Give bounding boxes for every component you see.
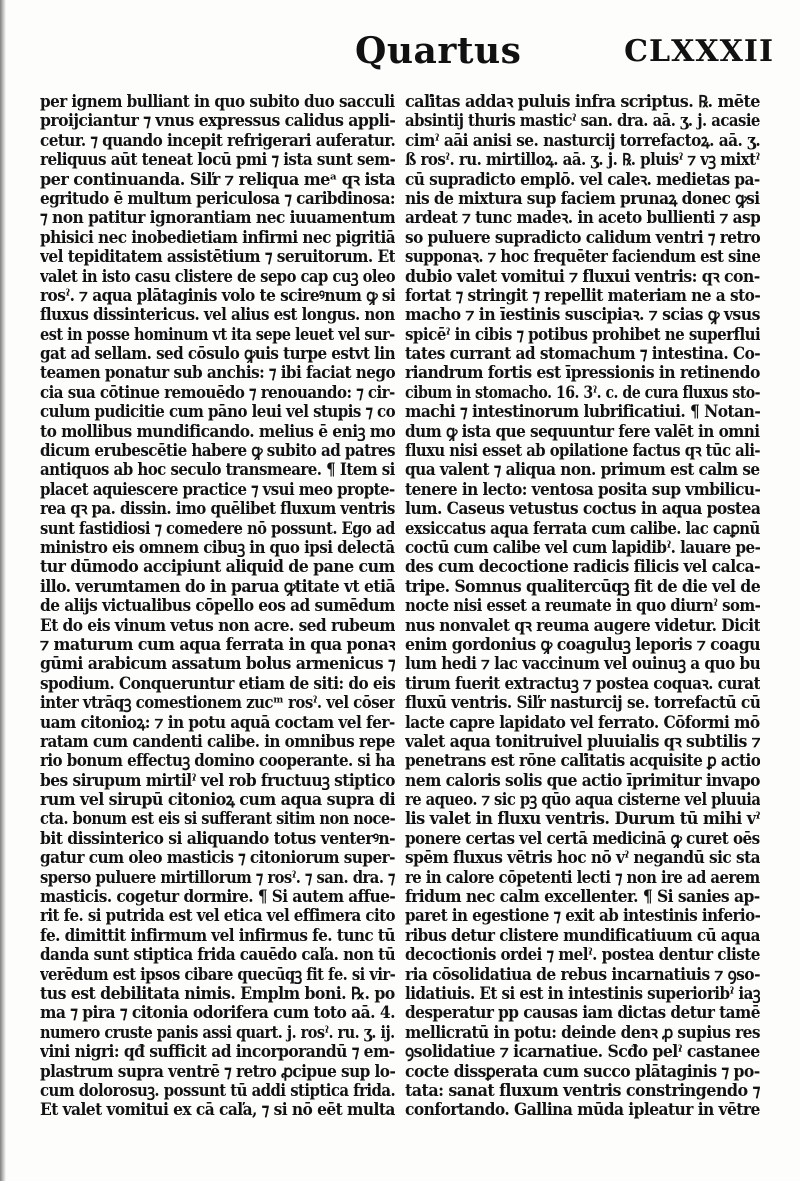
text-line: sperso puluere mirtillorum ⁊ rosˀ. ⁊ san. dra. ⁊ [40, 867, 395, 887]
text-line: ponere certas vel certā medicinā ꝙ curet oēs [405, 828, 760, 848]
text-line: riandrum fortis est īpressionis in retinendo [405, 363, 760, 383]
text-line: ardeat ⁊ tunc madeꝛ. in aceto bullienti ⁊ asp [405, 208, 760, 228]
page-header [0, 20, 800, 80]
text-line: penetrans est rōne caľitatis acquisite ꝑ actio [405, 751, 760, 771]
text-line: rea qꝛ pa. dissin. imo quēlibet fluxum ventris [40, 499, 395, 519]
text-line: absintij thuris masticˀ san. dra. aā. ʒ. j. acasie [405, 111, 760, 131]
text-line: antiquos ab hoc seculo transmeare. ¶ Item si [40, 460, 395, 480]
text-line: ratam cum candenti calibe. in omnibus repe [40, 731, 395, 751]
text-line: de alijs victualibus cōpello eos ad sumēdum [40, 596, 395, 616]
text-line: ꝯsolidatiue ⁊ icarnatiue. Scđo pelˀ castanee [405, 1042, 760, 1062]
text-line: teamen ponatur sub anchis: ⁊ ibi faciat nego [40, 363, 395, 383]
text-line: bes sirupum mirtilˀ vel rob fructuuꝫ stiptico [40, 770, 395, 790]
text-line: Et valet vomitui ex cā caľa, ⁊ si nō eēt multa [40, 1100, 395, 1120]
text-line: proijciantur ⁊ vnus expressus calidus appli- [40, 111, 395, 131]
text-line: vel tepiditatem assistētium ⁊ seruitorum. Et [40, 247, 395, 267]
text-line: tirum fuerit extractuꝫ ⁊ postea coquaꝛ. curat [405, 673, 760, 693]
text-line: fluxu nisi esset ab opilatione factus qꝛ tūc ali- [405, 441, 760, 461]
text-line: machi ⁊ intestinorum lubrificatiui. ¶ Notan- [405, 402, 760, 422]
text-line: verēdum est ipsos cibare quecūqꝫ fit fe. si vir- [40, 964, 395, 984]
text-line: confortando. Gallina mūda ipleatur in vētre [405, 1100, 760, 1120]
text-line: nocte nisi esset a reumate in quo diurnˀ som- [405, 596, 760, 616]
text-line: gūmi arabicum assatum bolus armenicus ⁊ [40, 654, 395, 674]
text-line: fridum nec calm excellenter. ¶ Si sanies ap- [405, 887, 760, 907]
folio-number: CLXXXII [624, 34, 774, 69]
text-line: rio bonum effectuꝫ domino cooperante. si ha [40, 751, 395, 771]
text-line: valet aqua tonitruivel pluuialis qꝛ subtilis ⁊ [405, 731, 760, 751]
text-line: spodium. Conqueruntur etiam de siti: do eis [40, 673, 395, 693]
text-line: masticis. cogetur dormire. ¶ Si autem affue- [40, 887, 395, 907]
text-line: uam citonioꝝ: ⁊ in potu aquā coctam vel fer- [40, 712, 395, 732]
text-line: cū supradicto emplō. vel caleꝛ. medietas pa- [405, 169, 760, 189]
text-line: tus est debilitata nimis. Emplm boni. ℞. po [40, 983, 395, 1003]
text-line: rum vel sirupū citonioꝝ cum aqua supra di [40, 790, 395, 810]
text-line: lis valet in fluxu ventris. Durum tū mihi vˀ [405, 809, 760, 829]
text-line: lum. Caseus vetustus coctus in aqua postea [405, 499, 760, 519]
text-line: per continuanda. Siľr ⁊ reliqua meᵃ qꝛ ista [40, 169, 395, 189]
text-line: so puluere supradicto calidum ventri ⁊ retro [405, 227, 760, 247]
text-line: dubio valet vomitui ⁊ fluxui ventris: qꝛ con- [405, 266, 760, 286]
text-line: fortat ⁊ stringit ⁊ repellit materiam ne a sto- [405, 285, 760, 305]
text-line: enim gordonius ꝙ coaguluꝫ leporis ⁊ coagu [405, 634, 760, 654]
text-line: vini nigri: qđ sufficit ad incorporandū ⁊ em- [40, 1042, 395, 1062]
text-line: nis de mixtura sup faciem prunaꝝ donec ꝙsi [405, 188, 760, 208]
text-line: ria cōsolidatiua de rebus incarnatiuis ⁊ ꝯso- [405, 964, 760, 984]
text-line: bit dissinterico si aliquando totus venterꝰn- [40, 828, 395, 848]
text-line: ministro eis omnem cibuꝫ in quo ipsi delectā [40, 537, 395, 557]
text-line: des cum decoctione radicis filicis vel calca- [405, 557, 760, 577]
text-line: rosˀ. ⁊ aqua plātaginis volo te scireꝰnum ꝙ si [40, 285, 395, 305]
text-line: lum hedi ⁊ lac vaccinum vel ouinuꝫ a quo bu [405, 654, 760, 674]
text-line: cia sua cōtinue remouēdo ⁊ renouando: ⁊ cir- [40, 382, 395, 402]
text-line: illo. verumtamen do in parua ꝙtitate vt etiā [40, 576, 395, 596]
text-line: plastrum supra ventrē ⁊ retro ꝓcipue sup lo- [40, 1061, 395, 1081]
text-line: est in posse hominum vt ita sepe leuet vel sur- [40, 324, 395, 344]
text-line: nus nonvalet qꝛ reuma augere videtur. Dicit [405, 615, 760, 635]
text-line: placet aquiescere practice ⁊ vsui meo propte- [40, 479, 395, 499]
text-line: supponaꝛ. ⁊ hoc frequēter faciendum est sine [405, 247, 760, 267]
text-line: fluxū ventris. Siľr nasturcij se. torrefactū cū [405, 693, 760, 713]
text-line: lidatiuis. Et si est in intestinis superioribˀ iaꝫ [405, 983, 760, 1003]
text-line: culum pudicitie cum pāno leui vel stupis ⁊ co [40, 402, 395, 422]
text-line: ß rosˀ. ru. mirtilloꝝ. aā. ʒ. j. ℞. pluisˀ ⁊ vꝫ mixtˀ [405, 150, 760, 170]
text-line: tata: sanat fluxum ventris constringendo ⁊ [405, 1080, 760, 1100]
text-line: qua valent ⁊ aliqua non. primum est calm se [405, 460, 760, 480]
right-text-column [405, 92, 760, 1120]
text-line: exsiccatus aqua ferrata cum calibe. lac caꝑnū [405, 518, 760, 538]
text-line: lacte capre lapidato vel ferrato. Cōformi mō [405, 712, 760, 732]
text-line: fluxus dissintericus. vel alius est longus. non [40, 305, 395, 325]
text-line: sunt fastidiosi ⁊ comedere nō possunt. Ego ad [40, 518, 395, 538]
text-line: danda sunt stiptica frida cauēdo caľa. non tū [40, 945, 395, 965]
text-line: decoctionis ordei ⁊ melˀ. postea dentur cliste [405, 945, 760, 965]
left-text-column [40, 92, 395, 1120]
text-line: ⁊ non patitur ignorantiam nec iuuamentum [40, 208, 395, 228]
text-line: gat ad sellam. sed cōsulo ꝙuis turpe estvt lin [40, 344, 395, 364]
text-line: spēm fluxus vētris hoc nō vˀ negandū sic sta [405, 848, 760, 868]
text-line: rit fe. si putrida est vel etica vel effimera cito [40, 906, 395, 926]
text-line: fe. dimittit infirmum vel infirmus fe. tunc tū [40, 925, 395, 945]
text-line: ⁊ maturum cum aqua ferrata in qua ponaꝛ [40, 634, 395, 654]
text-line: dum ꝙ ista que sequuntur fere valēt in omni [405, 421, 760, 441]
text-line: inter vtrāqꝫ comestionem zucᵐ rosˀ. vel cōser [40, 693, 395, 713]
text-line: tenere in lecto: ventosa posita sup vmbilicu- [405, 479, 760, 499]
text-line: spicēˀ in cibis ⁊ potibus prohibet ne superflui [405, 324, 760, 344]
text-line: per ignem bulliant in quo subito duo sacculi [40, 92, 395, 111]
text-line: caľitas addaꝛ puluis infra scriptus. ℞. mēte [405, 92, 760, 111]
text-line: reliquus aūt teneat locū pmi ⁊ ista sunt sem- [40, 150, 395, 170]
text-line: phisici nec inobedietiam infirmi nec pigritiā [40, 227, 395, 247]
text-line: cetur. ⁊ quando incepit refrigerari auferatur. [40, 130, 395, 150]
text-line: numero cruste panis assi quart. j. rosˀ. ru. ʒ. ij. [40, 1022, 395, 1042]
text-line: re aqueo. ⁊ sic pꝫ qūo aqua cisterne vel pluuia [405, 790, 760, 810]
text-line: mellicratū in potu: deinde denꝛ ꝓ supius res [405, 1022, 760, 1042]
text-line: egritudo ē multum periculosa ⁊ caribdinosa: [40, 188, 395, 208]
text-line: nem caloris solis que actio īprimitur invapo [405, 770, 760, 790]
text-line: cimˀ aāi anisi se. nasturcij torrefactoꝝ. aā. ʒ. [405, 130, 760, 150]
text-line: Et do eis vinum vetus non acre. sed rubeum [40, 615, 395, 635]
text-line: valet in isto casu clistere de sepo cap cuꝫ oleo [40, 266, 395, 286]
text-line: paret in egestione ⁊ exit ab intestinis inferio- [405, 906, 760, 926]
text-line: cibum in stomacho. 16. 3ˀ. c. de cura fluxus sto- [405, 382, 760, 402]
text-line: tates currant ad stomachum ⁊ intestina. Co- [405, 344, 760, 364]
running-head: Quartus [355, 30, 522, 72]
text-line: tur dūmodo accipiunt aliquid de pane cum [40, 557, 395, 577]
text-line: tripe. Somnus qualitercūqꝫ fit de die vel de [405, 576, 760, 596]
text-line: ma ⁊ pira ⁊ citonia odorifera cum toto aā. 4. [40, 1003, 395, 1023]
text-line: gatur cum oleo masticis ⁊ citoniorum super- [40, 848, 395, 868]
text-line: coctū cum calibe vel cum lapidibˀ. lauare pe- [405, 537, 760, 557]
text-line: to mollibus mundificando. melius ē eniꝫ mo [40, 421, 395, 441]
text-line: desperatur pp causas iam dictas detur tamē [405, 1003, 760, 1023]
text-line: re in calore cōpetenti lecti ⁊ non ire ad aerem [405, 867, 760, 887]
text-line: dicum erubescētie habere ꝙ subito ad patres [40, 441, 395, 461]
text-line: cum dolorosuꝫ. possunt tū addi stiptica frida. [40, 1080, 395, 1100]
text-line: cocte dissꝑerata cum succo plātaginis ⁊ po- [405, 1061, 760, 1081]
text-line: ribus detur clistere mundificatiuum cū aqua [405, 925, 760, 945]
page-edge-shadow [0, 0, 6, 1181]
text-line: macho ⁊ in īestinis suscipiaꝛ. ⁊ scias ꝙ vsus [405, 305, 760, 325]
text-line: cta. bonum est eis si sufferant sitim non noce- [40, 809, 395, 829]
